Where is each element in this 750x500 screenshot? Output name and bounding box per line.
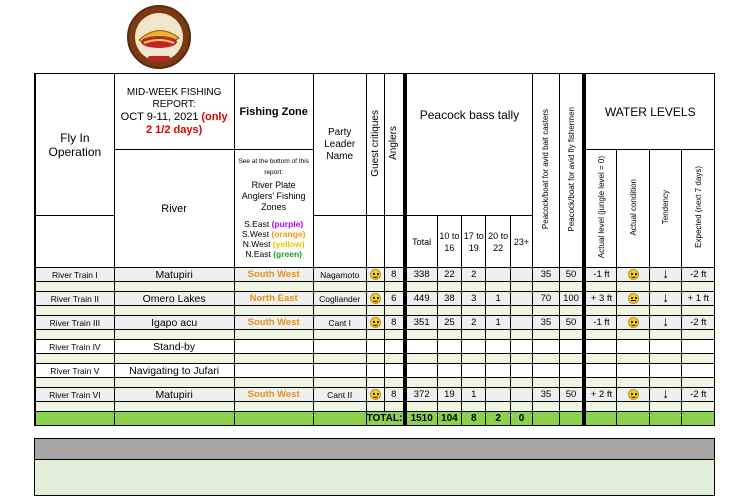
river-header: River (114, 150, 234, 268)
table-row (35, 268, 715, 282)
tally-10-16: 19 (437, 388, 461, 402)
leader-name: Cant II (313, 388, 366, 402)
expected-header: Expected (next 7 days) (682, 150, 715, 268)
totals-20-22: 2 (486, 412, 510, 426)
actual-level: -1 ft (584, 316, 617, 330)
condition-cell (617, 268, 650, 282)
leader-name: Nagamoto (313, 268, 366, 282)
bait-casters-header: Peacock/boat for avid bait casters (533, 74, 559, 268)
totals-10-16: 104 (437, 412, 461, 426)
smiley-icon (370, 389, 381, 400)
anglers-count: 8 (384, 268, 404, 282)
table-row (35, 292, 715, 306)
river-plate-anglers-logo (126, 4, 192, 70)
train-name: River Train IV (35, 340, 114, 354)
fly-in-operation-header: Fly In Operation (35, 74, 114, 216)
table-row (35, 316, 715, 330)
critique-cell (366, 316, 384, 330)
tally-total: 351 (405, 316, 438, 330)
totals-17-19: 8 (462, 412, 486, 426)
river-name: Igapo acu (114, 316, 234, 330)
river-name: Matupiri (114, 388, 234, 402)
guest-critiques-header: Guest critiques (366, 74, 384, 216)
size-23-plus-header: 23+ (510, 216, 532, 268)
train-name: River Train V (35, 364, 114, 378)
tally-20-22 (486, 388, 510, 402)
size-10-16-header: 10 to 16 (437, 216, 461, 268)
river-name: Matupiri (114, 268, 234, 282)
fishing-report-table (34, 73, 715, 426)
table-row (35, 364, 715, 378)
fishing-zone-header: Fishing Zone (234, 74, 313, 150)
tally-10-16: 38 (437, 292, 461, 306)
actual-level: + 2 ft (584, 388, 617, 402)
expected-level: -2 ft (682, 388, 715, 402)
tally-total: 338 (405, 268, 438, 282)
tally-17-19: 2 (462, 316, 486, 330)
bait-per-boat: 35 (533, 388, 559, 402)
bait-per-boat: 35 (533, 268, 559, 282)
bait-per-boat: 70 (533, 292, 559, 306)
actual-condition-header: Actual condition (617, 150, 650, 268)
tally-23-plus (510, 388, 532, 402)
critique-cell (366, 268, 384, 282)
total-header: Total (405, 216, 438, 268)
tally-17-19: 3 (462, 292, 486, 306)
smiley-icon (628, 269, 639, 280)
down-arrow-icon: ↓ (662, 291, 670, 305)
totals-label: TOTAL: (366, 412, 405, 426)
tendency-cell (649, 268, 682, 282)
fly-per-boat: 50 (559, 316, 584, 330)
expected-level: -2 ft (682, 316, 715, 330)
tally-23-plus (510, 292, 532, 306)
party-leader-header: Party Leader Name (313, 74, 366, 216)
peacock-bass-tally-header: Peacock bass tally (405, 74, 533, 216)
critique-cell (366, 388, 384, 402)
zone-legend: See at the bottom of this report: River Plate Anglers' Fishing Zones S.East (purple) S.West (orange) N.West (yellow) N.East (green) (234, 150, 313, 268)
zone-title: River Plate Anglers' Fishing Zones (241, 180, 306, 212)
train-name: River Train I (35, 268, 114, 282)
anglers-count: 8 (384, 316, 404, 330)
tally-23-plus (510, 316, 532, 330)
table-row (35, 388, 715, 402)
leader-name: Cant I (313, 316, 366, 330)
smiley-icon (628, 389, 639, 400)
size-17-19-header: 17 to 19 (462, 216, 486, 268)
tendency-cell (649, 292, 682, 306)
smiley-icon (628, 317, 639, 328)
totals-23-plus: 0 (510, 412, 532, 426)
zone-name: South West (234, 268, 313, 282)
leader-name: Cogliander (313, 292, 366, 306)
tally-17-19: 2 (462, 268, 486, 282)
actual-level: + 3 ft (584, 292, 617, 306)
report-title-cell (114, 74, 234, 150)
tally-17-19: 1 (462, 388, 486, 402)
expected-level: -2 ft (682, 268, 715, 282)
tendency-cell (649, 316, 682, 330)
condition-cell (617, 316, 650, 330)
train-name: River Train VI (35, 388, 114, 402)
zone-name: South West (234, 388, 313, 402)
river-name: Navigating to Jufari (114, 364, 234, 378)
tendency-cell (649, 388, 682, 402)
expected-level: + 1 ft (682, 292, 715, 306)
tally-20-22: 1 (486, 292, 510, 306)
size-20-22-header: 20 to 22 (486, 216, 510, 268)
condition-cell (617, 292, 650, 306)
fly-fishermen-header: Peacock/boat for avid fly fishermen (559, 74, 584, 268)
condition-cell (617, 388, 650, 402)
train-name: River Train II (35, 292, 114, 306)
down-arrow-icon: ↓ (662, 387, 670, 401)
fly-per-boat: 50 (559, 268, 584, 282)
zone-note: See at the bottom of this report: (238, 158, 309, 176)
tally-total: 372 (405, 388, 438, 402)
fly-per-boat: 50 (559, 388, 584, 402)
green-band (34, 460, 715, 496)
report-dates-note: (only 2 1/2 days) (146, 110, 228, 136)
smiley-icon (370, 269, 381, 280)
down-arrow-icon: ↓ (662, 315, 670, 329)
smiley-icon (370, 317, 381, 328)
totals-total: 1510 (405, 412, 438, 426)
tally-23-plus (510, 268, 532, 282)
neutral-face-icon (628, 293, 639, 304)
gray-band (34, 438, 715, 460)
tally-20-22 (486, 268, 510, 282)
river-name: Omero Lakes (114, 292, 234, 306)
table-row (35, 340, 715, 354)
anglers-count: 6 (384, 292, 404, 306)
zone-name: South West (234, 316, 313, 330)
critique-cell (366, 292, 384, 306)
tendency-header: Tendency (649, 150, 682, 268)
anglers-header: Anglers (384, 74, 404, 216)
tally-total: 449 (405, 292, 438, 306)
water-levels-header: WATER LEVELS (584, 74, 714, 150)
anglers-count: 8 (384, 388, 404, 402)
bait-per-boat: 35 (533, 316, 559, 330)
fly-per-boat: 100 (559, 292, 584, 306)
report-title: MID-WEEK FISHING REPORT: (126, 86, 222, 110)
totals-row (35, 412, 715, 426)
tally-20-22: 1 (486, 316, 510, 330)
smiley-icon (370, 293, 381, 304)
tally-10-16: 25 (437, 316, 461, 330)
tally-10-16: 22 (437, 268, 461, 282)
report-dates: OCT 9-11, 2021 (120, 110, 199, 123)
actual-level: -1 ft (584, 268, 617, 282)
train-name: River Train III (35, 316, 114, 330)
zone-name: North East (234, 292, 313, 306)
actual-level-header: Actual level (jungle level = 0) (584, 150, 617, 268)
down-arrow-icon: ↓ (662, 267, 670, 281)
river-name: Stand-by (114, 340, 234, 354)
